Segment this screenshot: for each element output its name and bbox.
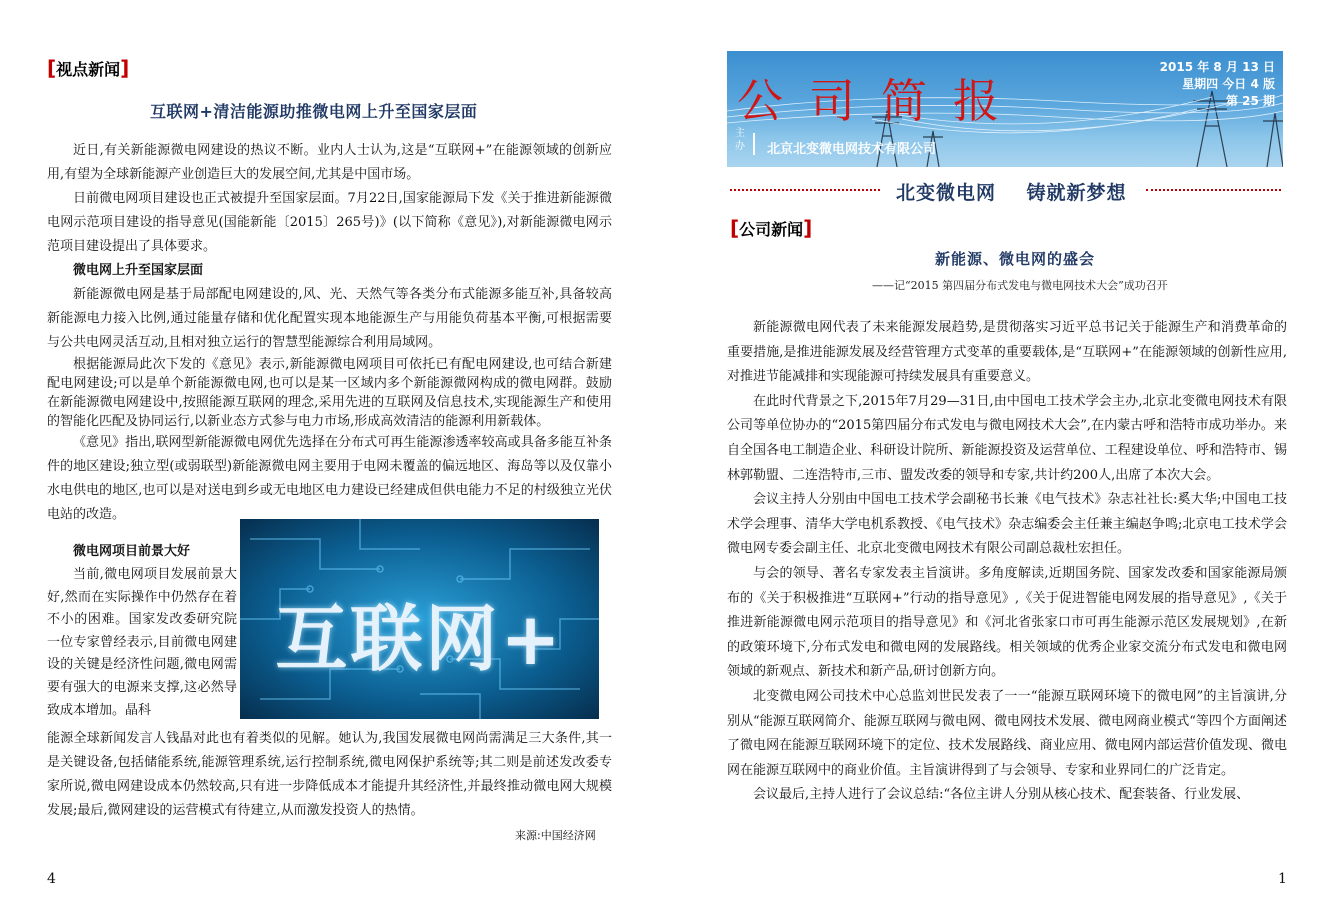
paragraph: 根据能源局此次下发的《意见》表示,新能源微电网项目可依托已有配电网建设,也可结合新建配电网建设;可以是单个新能源微电网,也可以是某一区域内多个新能源微网构成的微电网群。鼓励在新能源微电网建设中,按照能源互联网的理念,采用先进的互联网及信息技术,实现能源生产和使用的智能化匹配及协同运行,以新业态方式参与电力市场,形成高效清洁的能源利用新载体。 [47,357,612,429]
subheading: 微电网项目前景大好 [73,544,191,559]
internet-plus-image [240,519,599,719]
issue-number: 第 25 期 [1225,94,1275,108]
article-title-left: 互联网+清洁能源助推微电网上升至国家层面 [150,102,478,121]
section-tag-company-news: [公司新闻] [730,216,813,240]
paragraph: 会议最后,主持人进行了会议总结:“各位主讲人分别从核心技术、配套装备、行业发展、 [753,787,1250,803]
dotted-divider-right [1146,189,1281,191]
article-body-left [47,139,612,527]
newsletter-title: 公司简报 [737,74,1025,128]
issue-weekday: 星期四 今日 4 版 [1182,77,1275,91]
article-body-right [727,316,1287,808]
wrap-text-column [47,540,237,722]
organizer-name: 北京北变微电网技术有限公司 [767,142,937,157]
paragraph: 与会的领导、著名专家发表主旨演讲。多角度解读,近期国务院、国家发改委和国家能源局颁布的《关于积极推进“互联网+”行动的指导意见》,《关于促进智能电网发展的指导意见》,《关于推进新能源微电网示范项目的指导意见》和《河北省张家口市可再生能源示范区发展规划》,在新的政策环境下,分布式发电和微电网的发展路线。相关领域的优秀企业家交流分布式发电和微电网领域的新观点、新技术和新产品,研讨创新方向。 [727,565,1287,680]
article-source: 来源:中国经济网 [515,829,596,842]
page-right [664,0,1328,920]
divider [753,133,755,155]
paragraph: 能源全球新闻发言人钱晶对此也有着类似的见解。她认为,我国发展微电网尚需满足三大条件,其一是关键设备,包括储能系统,能源管理系统,运行控制系统,微电网保护系统等;其二则是前述发改委专家所说,微电网建设成本仍然较高,只有进一步降低成本才能提升其经济性,并最终推动微电网大规模发展;最后,微网建设的运营模式有待建立,从而激发投资人的热情。 [47,731,612,818]
image-caption-text: 互联网+ [275,597,564,681]
slogan: 北变微电网 铸就新梦想 [896,182,1127,204]
paragraph: 新能源微电网是基于局部配电网建设的,风、光、天然气等各类分布式能源多能互补,具备较高新能源电力接入比例,通过能量存储和优化配置实现本地能源生产与用能负荷基本平衡,可根据需要与公共电网灵活互动,且相对独立运行的智慧型能源综合利用局域网。 [47,287,612,350]
paragraph: 《意见》指出,联网型新能源微电网优先选择在分布式可再生能源渗透率较高或具备多能互补条件的地区建设;独立型(或弱联型)新能源微电网主要用于电网未覆盖的偏远地区、海岛等以及仅靠小水电供电的地区,也可以是对送电到乡或无电地区电力建设已经建成但供电能力不足的村级独立光伏电站的改造。 [47,435,612,522]
paragraph: 新能源微电网代表了未来能源发展趋势,是贯彻落实习近平总书记关于能源生产和消费革命的重要措施,是推进能源发展及经营管理方式变革的重要载体,是“互联网+”在能源领域的创新性应用,对推进节能减排和实现能源可持续发展具有重要意义。 [727,320,1287,385]
article-subtitle: ——记“2015 第四届分布式发电与微电网技术大会”成功召开 [872,279,1168,292]
section-tag-viewpoint-news: [视点新闻] [47,56,130,80]
issue-date: 2015 年 8 月 13 日 [1159,60,1275,74]
paragraph: 近日,有关新能源微电网建设的热议不断。业内人士认为,这是“互联网+”在能源领域的创新应用,有望为全球新能源产业创造巨大的发展空间,尤其是中国市场。 [47,143,612,182]
organizer-label: 主办 [735,128,745,152]
paragraph: 北变微电网公司技术中心总监刘世民发表了一一“能源互联网环境下的微电网”的主旨演讲,分别从“能源互联网简介、能源互联网与微电网、微电网技术发展、微电网商业模式“等四个方面阐述了微电网在能源互联网环境下的定位、技术发展路线、商业应用、微电网内部运营价值发现、微电网在能源互联网中的商业价值。主旨演讲得到了与会领导、专家和业界同仁的广泛肯定。 [727,688,1287,778]
paragraph: 会议主持人分别由中国电工技术学会副秘书长兼《电气技术》杂志社社长:奚大华;中国电工技术学会理事、清华大学电机系教授、《电气技术》杂志编委会主任兼主编赵争鸣;北京电工技术学会微电网专委会副主任、北京北变微电网技术有限公司副总裁杜宏担任。 [727,492,1287,557]
page-number-right: 1 [1278,871,1287,887]
paragraph: 在此时代背景之下,2015年7月29—31日,由中国电工技术学会主办,北京北变微电网技术有限公司等单位协办的“2015第四届分布式发电与微电网技术大会”,在内蒙古呼和浩特市成功举办。来自全国各电工制造企业、科研设计院所、新能源投资及运营单位、工程建设单位、呼和浩特市、锡林郭勒盟、二连浩特市,三市、盟发改委的领导和专家,共计约200人,出席了本次大会。 [727,393,1287,483]
subheading: 微电网上升至国家层面 [73,263,204,278]
paragraph: 当前,微电网项目发展前景大好,然而在实际操作中仍然存在着不小的困难。国家发改委研究院一位专家曾经表示,目前微电网建设的关键是经济性问题,微电网需要有强大的电源来支撑,这必然导致成本增加。晶科 [47,567,237,718]
issue-info [1160,59,1275,110]
masthead-banner [727,51,1283,167]
article-title-right: 新能源、微电网的盛会 [935,250,1096,268]
dotted-divider-left [730,189,880,191]
paragraph: 日前微电网项目建设也正式被提升至国家层面。7月22日,国家能源局下发《关于推进新能源微电网示范项目建设的指导意见(国能新能〔2015〕265号)》(以下简称《意见》),对新能源微电网示范项目建设提出了具体要求。 [47,191,612,254]
page-number-left: 4 [47,871,56,887]
